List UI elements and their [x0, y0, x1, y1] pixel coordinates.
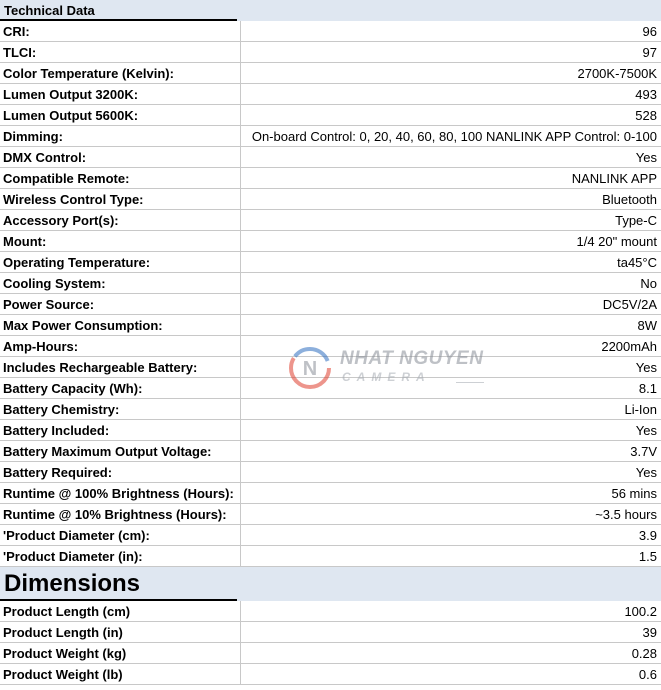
row-label: Accessory Port(s): — [0, 210, 241, 231]
watermark-name: NHAT NGUYEN — [340, 348, 484, 369]
row-label: Product Weight (kg) — [0, 643, 241, 664]
table-row — [0, 622, 661, 643]
table-row — [0, 504, 661, 525]
row-label: CRI: — [0, 21, 241, 42]
table-row — [0, 294, 661, 315]
row-value: ta45°C — [241, 252, 661, 273]
row-label: Battery Chemistry: — [0, 399, 241, 420]
header-underline — [0, 19, 237, 21]
row-value: ~3.5 hours — [241, 504, 661, 525]
row-label: Lumen Output 5600K: — [0, 105, 241, 126]
dimensions-header — [0, 567, 661, 601]
row-value: DC5V/2A — [241, 294, 661, 315]
row-label: Product Length (in) — [0, 622, 241, 643]
row-label: Amp-Hours: — [0, 336, 241, 357]
row-value: 97 — [241, 42, 661, 63]
table-row — [0, 84, 661, 105]
row-value: 2700K-7500K — [241, 63, 661, 84]
row-label: Battery Required: — [0, 462, 241, 483]
table-row — [0, 462, 661, 483]
row-value: 1/4 20" mount — [241, 231, 661, 252]
row-value: Yes — [241, 357, 661, 378]
table-row — [0, 231, 661, 252]
row-label: Cooling System: — [0, 273, 241, 294]
row-value: On-board Control: 0, 20, 40, 60, 80, 100 NANLINK APP Control: 0-100 — [241, 126, 661, 147]
dimensions-title: Dimensions — [4, 570, 141, 597]
row-value: 1.5 — [241, 546, 661, 567]
row-value: NANLINK APP — [241, 168, 661, 189]
row-label: Max Power Consumption: — [0, 315, 241, 336]
row-value: 100.2 — [241, 601, 661, 622]
row-value: 2200mAh — [241, 336, 661, 357]
table-row — [0, 189, 661, 210]
table-row — [0, 546, 661, 567]
row-value: 0.28 — [241, 643, 661, 664]
table-row — [0, 273, 661, 294]
row-value: Li-Ion — [241, 399, 661, 420]
table-row — [0, 105, 661, 126]
row-label: DMX Control: — [0, 147, 241, 168]
row-label: Operating Temperature: — [0, 252, 241, 273]
table-row — [0, 315, 661, 336]
row-label: Color Temperature (Kelvin): — [0, 63, 241, 84]
table-row — [0, 147, 661, 168]
row-value: 39 — [241, 622, 661, 643]
table-row — [0, 252, 661, 273]
row-value: 8.1 — [241, 378, 661, 399]
row-value: Yes — [241, 462, 661, 483]
header-underline — [0, 599, 237, 601]
row-value: Yes — [241, 147, 661, 168]
row-label: TLCI: — [0, 42, 241, 63]
technical-data-header — [0, 0, 661, 21]
watermark-sub: CAMERA — [342, 370, 431, 384]
table-row — [0, 664, 661, 685]
row-label: Power Source: — [0, 294, 241, 315]
row-label: Includes Rechargeable Battery: — [0, 357, 241, 378]
dimensions-table — [0, 601, 661, 685]
row-label: Lumen Output 3200K: — [0, 84, 241, 105]
row-label: Battery Capacity (Wh): — [0, 378, 241, 399]
row-label: Compatible Remote: — [0, 168, 241, 189]
row-label: Mount: — [0, 231, 241, 252]
table-row — [0, 441, 661, 462]
row-value: 96 — [241, 21, 661, 42]
table-row — [0, 168, 661, 189]
row-label: Runtime @ 10% Brightness (Hours): — [0, 504, 241, 525]
row-label: Runtime @ 100% Brightness (Hours): — [0, 483, 241, 504]
table-row — [0, 378, 661, 399]
row-value: Bluetooth — [241, 189, 661, 210]
technical-data-title: Technical Data — [4, 3, 95, 18]
table-row — [0, 42, 661, 63]
row-label: Battery Included: — [0, 420, 241, 441]
table-row — [0, 643, 661, 664]
table-row — [0, 336, 661, 357]
row-value: Yes — [241, 420, 661, 441]
row-value: 3.9 — [241, 525, 661, 546]
row-label: Dimming: — [0, 126, 241, 147]
technical-data-table — [0, 21, 661, 567]
table-row — [0, 399, 661, 420]
row-label: Wireless Control Type: — [0, 189, 241, 210]
row-value: 56 mins — [241, 483, 661, 504]
row-value: 493 — [241, 84, 661, 105]
table-row — [0, 601, 661, 622]
row-value: Type-C — [241, 210, 661, 231]
logo-letter: N — [302, 358, 318, 380]
table-row — [0, 420, 661, 441]
row-value: 8W — [241, 315, 661, 336]
row-label: 'Product Diameter (cm): — [0, 525, 241, 546]
table-row — [0, 126, 661, 147]
table-row — [0, 210, 661, 231]
row-label: 'Product Diameter (in): — [0, 546, 241, 567]
row-label: Battery Maximum Output Voltage: — [0, 441, 241, 462]
row-value: 3.7V — [241, 441, 661, 462]
table-row — [0, 63, 661, 84]
row-label: Product Length (cm) — [0, 601, 241, 622]
table-row — [0, 21, 661, 42]
row-label: Product Weight (lb) — [0, 664, 241, 685]
row-value: 528 — [241, 105, 661, 126]
table-row — [0, 525, 661, 546]
table-row — [0, 483, 661, 504]
table-row — [0, 357, 661, 378]
row-value: 0.6 — [241, 664, 661, 685]
row-value: No — [241, 273, 661, 294]
